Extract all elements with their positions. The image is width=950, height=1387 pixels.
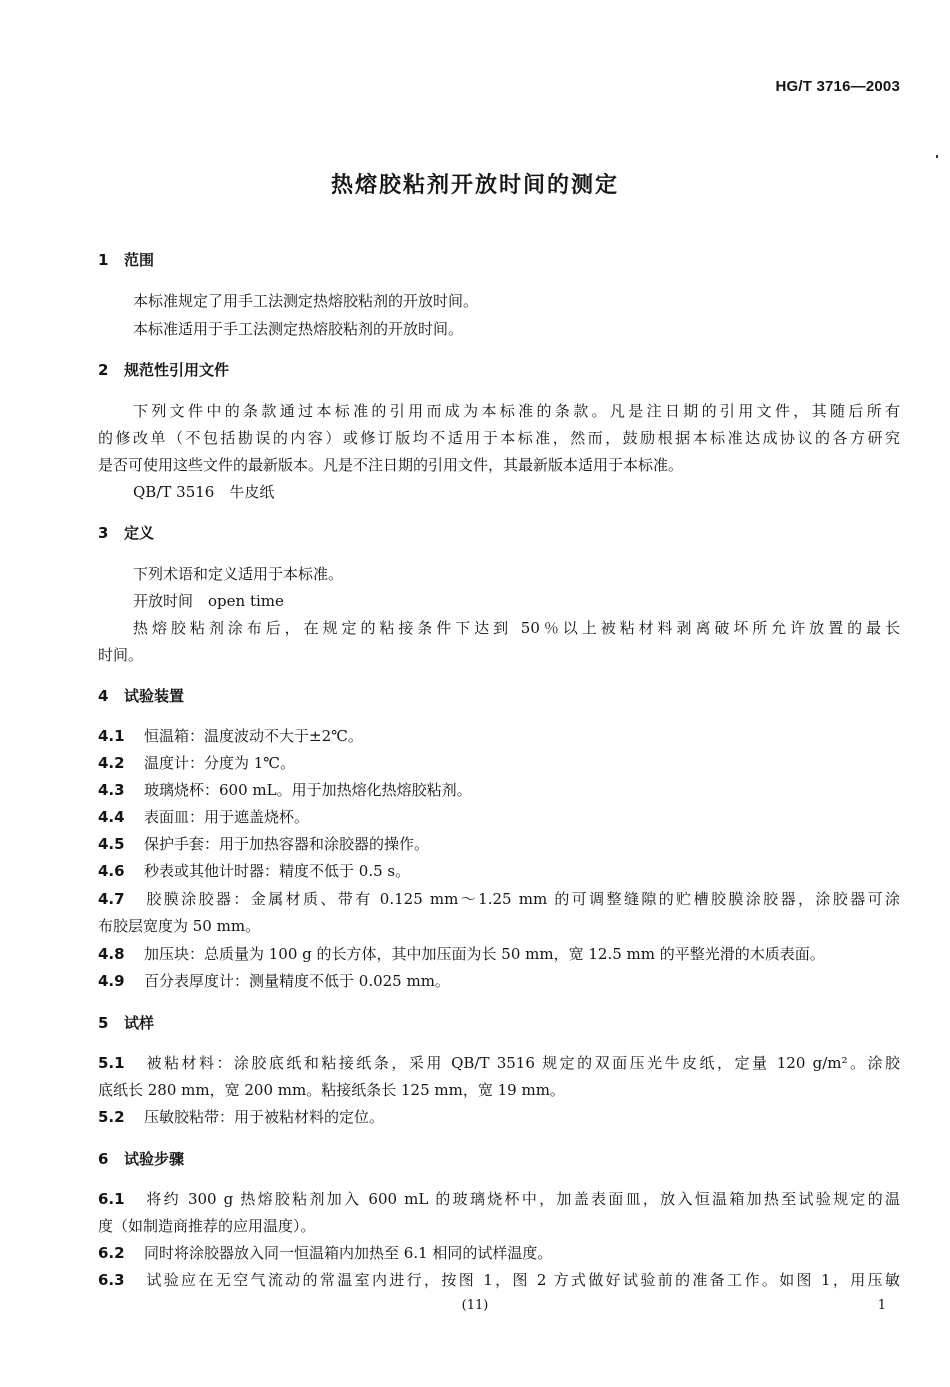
document-title: 热熔胶粘剂开放时间的测定 — [330, 173, 619, 198]
apparatus-item: 4.7 胶膜涂胶器：金属材质、带有 0.125 mm～1.25 mm 的可调整缝隙的贮槽胶膜涂胶器，涂胶器可涂 — [98, 890, 900, 908]
section-title: 定义 — [124, 524, 155, 542]
section-title: 试样 — [124, 1014, 155, 1032]
scan-speck — [936, 155, 938, 158]
specimen-item: 5.1 被粘材料：涂胶底纸和粘接纸条，采用 QB/T 3516 规定的双面压光牛皮纸，定量 120 g/m²。涂胶 — [98, 1054, 900, 1072]
section-title: 范围 — [124, 251, 155, 269]
apparatus-item: 4.9 百分表厚度计：测量精度不低于 0.025 mm。 — [98, 972, 450, 990]
section-title: 试验装置 — [124, 687, 185, 705]
referenced-document: QB/T 3516 牛皮纸 — [133, 483, 275, 501]
section-2-heading — [98, 359, 229, 380]
apparatus-item: 4.3 玻璃烧杯：600 mL。用于加热熔化热熔胶粘剂。 — [98, 781, 472, 799]
standard-code: HG/T 3716—2003 — [775, 78, 900, 95]
section-6-heading — [98, 1148, 184, 1169]
definitions-intro: 下列术语和定义适用于本标准。 — [133, 565, 344, 583]
page-number-right: 1 — [877, 1298, 886, 1313]
apparatus-item: 4.8 加压块：总质量为 100 g 的长方体，其中加压面为长 50 mm，宽 12.5 mm 的平整光滑的木质表面。 — [98, 945, 825, 963]
procedure-item: 6.2 同时将涂胶器放入同一恒温箱内加热至 6.1 相同的试样温度。 — [98, 1244, 553, 1262]
section-number: 6 — [98, 1150, 109, 1168]
definition-line-1: 热熔胶粘剂涂布后，在规定的粘接条件下达到 50％以上被粘材料剥离破坏所允许放置的最长 — [133, 619, 900, 637]
section-number: 2 — [98, 361, 109, 379]
apparatus-item: 4.5 保护手套：用于加热容器和涂胶器的操作。 — [98, 835, 430, 853]
section-number: 1 — [98, 251, 109, 269]
scope-paragraph-2: 本标准适用于手工法测定热熔胶粘剂的开放时间。 — [133, 320, 464, 338]
procedure-item-continuation: 度（如制造商推荐的应用温度）。 — [98, 1217, 316, 1235]
page-number-center: (11) — [461, 1298, 489, 1313]
procedure-item: 6.1 将约 300 g 热熔胶粘剂加入 600 mL 的玻璃烧杯中，加盖表面皿，放入恒温箱加热至试验规定的温 — [98, 1190, 900, 1208]
section-number: 5 — [98, 1014, 109, 1032]
apparatus-item: 4.1 恒温箱：温度波动不大于±2℃。 — [98, 727, 363, 745]
apparatus-item: 4.4 表面皿：用于遮盖烧杯。 — [98, 808, 310, 826]
section-3-heading — [98, 522, 154, 543]
apparatus-item: 4.2 温度计：分度为 1℃。 — [98, 754, 296, 772]
refs-line-2: 的修改单（不包括勘误的内容）或修订版均不适用于本标准，然而，鼓励根据本标准达成协议的各方研究 — [98, 429, 900, 447]
section-5-heading — [98, 1012, 154, 1033]
section-number: 4 — [98, 687, 109, 705]
scope-paragraph-1: 本标准规定了用手工法测定热熔胶粘剂的开放时间。 — [133, 292, 479, 310]
refs-line-3: 是否可使用这些文件的最新版本。凡是不注日期的引用文件，其最新版本适用于本标准。 — [98, 456, 684, 474]
section-4-heading — [98, 685, 184, 706]
specimen-item-continuation: 底纸长 280 mm，宽 200 mm。粘接纸条长 125 mm，宽 19 mm。 — [98, 1081, 565, 1099]
refs-line-1: 下列文件中的条款通过本标准的引用而成为本标准的条款。凡是注日期的引用文件，其随后所有 — [133, 402, 900, 420]
apparatus-item: 4.6 秒表或其他计时器：精度不低于 0.5 s。 — [98, 862, 411, 880]
specimen-item: 5.2 压敏胶粘带：用于被粘材料的定位。 — [98, 1108, 385, 1126]
section-number: 3 — [98, 524, 109, 542]
definition-line-2: 时间。 — [98, 646, 144, 664]
section-title: 规范性引用文件 — [124, 361, 230, 379]
procedure-item: 6.3 试验应在无空气流动的常温室内进行，按图 1，图 2 方式做好试验前的准备工作。如图 1，用压敏 — [98, 1271, 900, 1289]
term-open-time: 开放时间 open time — [133, 592, 284, 610]
section-title: 试验步骤 — [124, 1150, 185, 1168]
apparatus-item-continuation: 布胶层宽度为 50 mm。 — [98, 917, 261, 935]
section-1-heading — [98, 249, 154, 270]
